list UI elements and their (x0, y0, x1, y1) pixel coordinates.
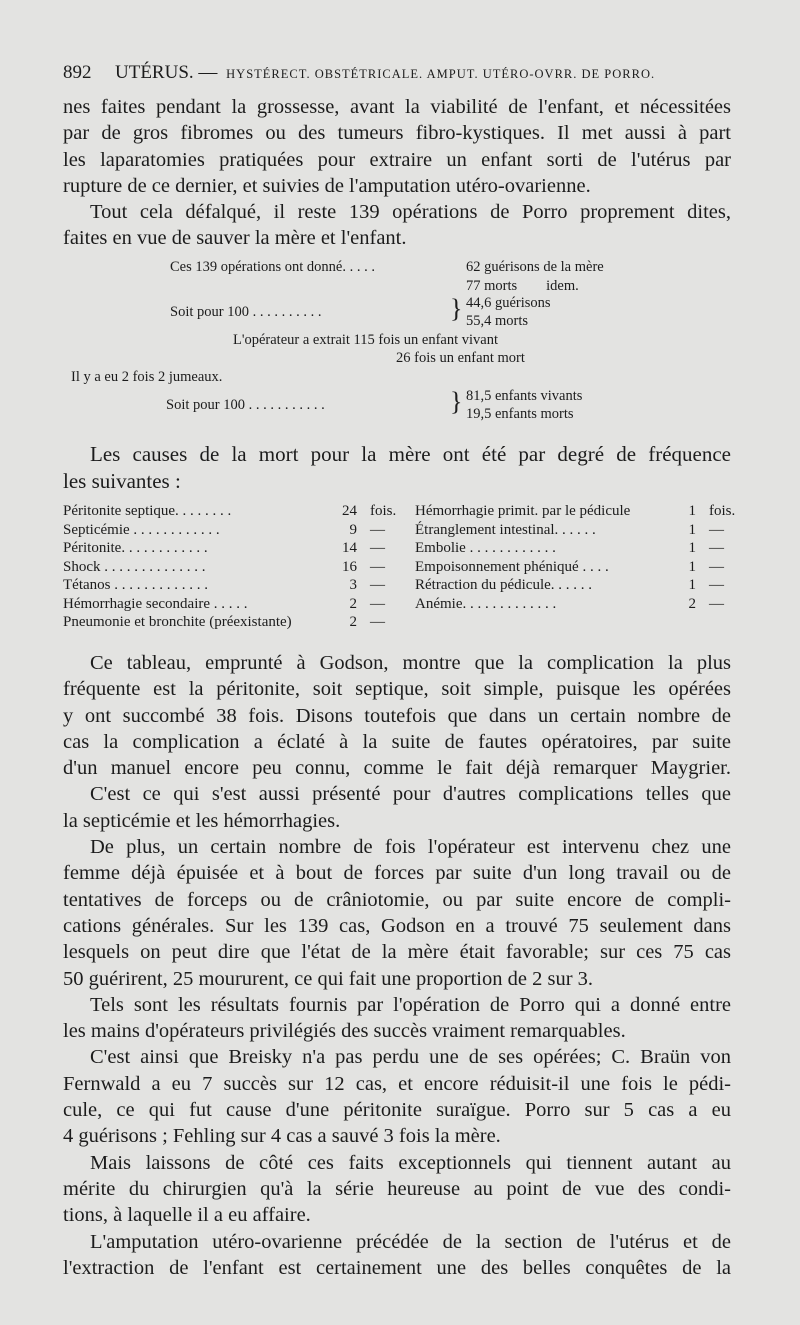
cause-unit: — (370, 521, 385, 538)
cause-row (63, 596, 743, 615)
text-line: l'extraction de l'enfant est certainement une des belles conquêtes de la (63, 1256, 731, 1279)
page-number: 892 (63, 62, 92, 83)
header-subtitle: HYSTÉRECT. OBSTÉTRICALE. AMPUT. UTÉRO-OVRR. DE PORRO. (226, 67, 656, 81)
text-line: d'un manuel encore peu connu, comme le fait déjà remarquer Maygrier. (63, 757, 731, 780)
text-line: rupture de ce dernier, et suivies de l'amputation utéro-ovarienne. (63, 174, 591, 197)
cause-unit: — (370, 577, 385, 593)
text-line: y ont succombé 38 fois. Disons toutefois que dans un certain nombre de (63, 704, 731, 727)
stat-label: Soit pour 100 . . . . . . . . . . (170, 304, 322, 320)
stat-label: Il y a eu 2 fois 2 jumeaux. (71, 369, 223, 385)
text-line: tions, à laquelle il a eu affaire. (63, 1204, 311, 1227)
cause-unit: fois. (709, 503, 736, 519)
cause-count: 16 (342, 558, 357, 575)
text-line: C'est ce qui s'est aussi présenté pour d'autres complications telles que (90, 783, 731, 806)
cause-unit: — (709, 577, 724, 593)
cause-count: 1 (688, 558, 696, 575)
cause-unit: — (709, 540, 724, 556)
stat-value: 19,5 enfants morts (466, 406, 574, 422)
cause-count: 2 (688, 595, 696, 612)
cause-row (63, 503, 743, 522)
remaining-operations-paragraph (63, 199, 731, 252)
cause-row (63, 522, 743, 541)
body-paragraph-1 (63, 650, 731, 1281)
cause-unit: — (370, 558, 385, 575)
text-line: Fernwald a eu 7 succès sur 12 cas, et encore réduisit-il une fois le pédi- (63, 1072, 731, 1095)
cause-label: Hémorrhagie secondaire . . . . . (63, 595, 248, 612)
text-line: cations générales. Sur les 139 cas, Godson en a trouvé 75 seulement dans (63, 914, 731, 937)
cause-unit: — (709, 558, 724, 575)
text-line: par de gros fibromes ou des tumeurs fibro-kystiques. Il met aussi à part (63, 122, 731, 145)
text-line: Mais laissons de côté ces faits exceptionnels qui tiennent autant au (90, 1151, 731, 1174)
cause-label: Empoisonnement phéniqué . . . . (415, 558, 609, 575)
cause-label: Hémorrhagie primit. par le pédicule (415, 503, 631, 519)
stat-label: Ces 139 opérations ont donné. . . . . (170, 259, 375, 275)
cause-label: Septicémie . . . . . . . . . . . . (63, 521, 220, 538)
text-line: les laparatomies pratiquées pour extraire un enfant sorti de l'utérus par (63, 148, 731, 171)
text-line: la septicémie et les hémorrhagies. (63, 809, 341, 832)
text-line: 4 guérisons ; Fehling sur 4 cas a sauvé 3 fois la mère. (63, 1125, 501, 1148)
section-title: UTÉRUS. — (115, 62, 218, 83)
text-line: les mains d'opérateurs privilégiés des succès vraiment remarquables. (63, 1020, 626, 1043)
text-line: les suivantes : (63, 469, 181, 493)
text-line: cule, ce qui fut cause d'une péritonite suraïgue. Porro sur 5 cas a eu (63, 1099, 731, 1122)
text-line: 50 guérirent, 25 moururent, ce qui fait une proportion de 2 sur 3. (63, 967, 594, 990)
cause-label: Pneumonie et bronchite (préexistante) (63, 614, 292, 630)
cause-count: 1 (688, 577, 696, 593)
cause-count: 1 (688, 540, 696, 556)
cause-unit: — (370, 595, 385, 612)
text-line: femme déjà épuisée et à bout de forces par suite d'un long travail ou de (63, 862, 731, 885)
stat-label: Soit pour 100 . . . . . . . . . . . (166, 397, 325, 413)
text-line: Tels sont les résultats fournis par l'opération de Porro qui a donné entre (90, 993, 731, 1016)
cause-row (63, 577, 743, 596)
text-line: C'est ainsi que Breisky n'a pas perdu une de ses opérées; C. Braün von (90, 1046, 731, 1069)
stat-value: 62 guérisons de la mère (466, 259, 604, 275)
cause-label: Péritonite. . . . . . . . . . . . (63, 540, 208, 556)
cause-row (63, 614, 743, 633)
text-line: lesquels on peut dire que l'état de la mère était favorable; sur ces 75 cas (63, 941, 731, 964)
cause-label: Anémie. . . . . . . . . . . . . (415, 595, 557, 612)
text-line: Ce tableau, emprunté à Godson, montre que la complication la plus (90, 652, 731, 674)
stat-value: 44,6 guérisons (466, 295, 551, 311)
cause-label: Embolie . . . . . . . . . . . . (415, 540, 556, 556)
stat-label: 26 fois un enfant mort (396, 350, 525, 366)
cause-row (63, 559, 743, 578)
brace-glyph: } (450, 387, 463, 416)
stat-label: L'opérateur a extrait 115 fois un enfant vivant (233, 332, 498, 348)
cause-label: Étranglement intestinal. . . . . . (415, 521, 596, 538)
cause-count: 1 (688, 503, 696, 519)
cause-unit: fois. (370, 503, 397, 519)
cause-unit: — (709, 521, 724, 538)
cause-unit: — (370, 540, 385, 556)
text-line: tentatives de forceps ou de crâniotomie, ou par suite encore de compli- (63, 888, 731, 911)
cause-count: 14 (342, 540, 357, 556)
stat-value: 81,5 enfants vivants (466, 388, 583, 404)
stat-value: 77 morts idem. (466, 278, 579, 294)
cause-row (63, 540, 743, 559)
causes-intro-paragraph (63, 441, 731, 495)
cause-label: Péritonite septique. . . . . . . . (63, 503, 232, 519)
text-line: cas la complication a éclaté à la suite de fautes opératoires, par suite (63, 730, 731, 753)
cause-count: 3 (349, 577, 357, 593)
text-line: faites en vue de sauver la mère et l'enfant. (63, 227, 407, 250)
cause-count: 9 (349, 521, 357, 538)
stat-value: 55,4 morts (466, 313, 529, 329)
text-line: fréquente est la péritonite, soit septique, soit simple, puisque les opérées (63, 678, 731, 701)
cause-count: 1 (688, 521, 696, 538)
text-line: Les causes de la mort pour la mère ont été par degré de fréquence (90, 442, 731, 466)
cause-unit: — (370, 614, 385, 630)
cause-label: Rétraction du pédicule. . . . . . (415, 577, 593, 593)
text-line: De plus, un certain nombre de fois l'opérateur est intervenu chez une (90, 836, 731, 859)
cause-count: 2 (349, 595, 357, 612)
running-header (63, 62, 743, 84)
cause-count: 2 (349, 614, 357, 630)
cause-label: Shock . . . . . . . . . . . . . . (63, 558, 206, 575)
text-line: nes faites pendant la grossesse, avant la viabilité de l'enfant, et nécessitées (63, 96, 731, 118)
intro-paragraph (63, 94, 731, 199)
text-line: L'amputation utéro-ovarienne précédée de la section de l'utérus et de (90, 1230, 731, 1253)
cause-unit: — (709, 595, 724, 612)
cause-label: Tétanos . . . . . . . . . . . . . (63, 577, 208, 593)
cause-count: 24 (342, 503, 357, 519)
text-line: mérite du chirurgien qu'à la série heureuse au point de vue des condi- (63, 1177, 731, 1200)
brace-glyph: } (450, 294, 463, 323)
text-line: Tout cela défalqué, il reste 139 opérations de Porro proprement dites, (90, 201, 731, 223)
